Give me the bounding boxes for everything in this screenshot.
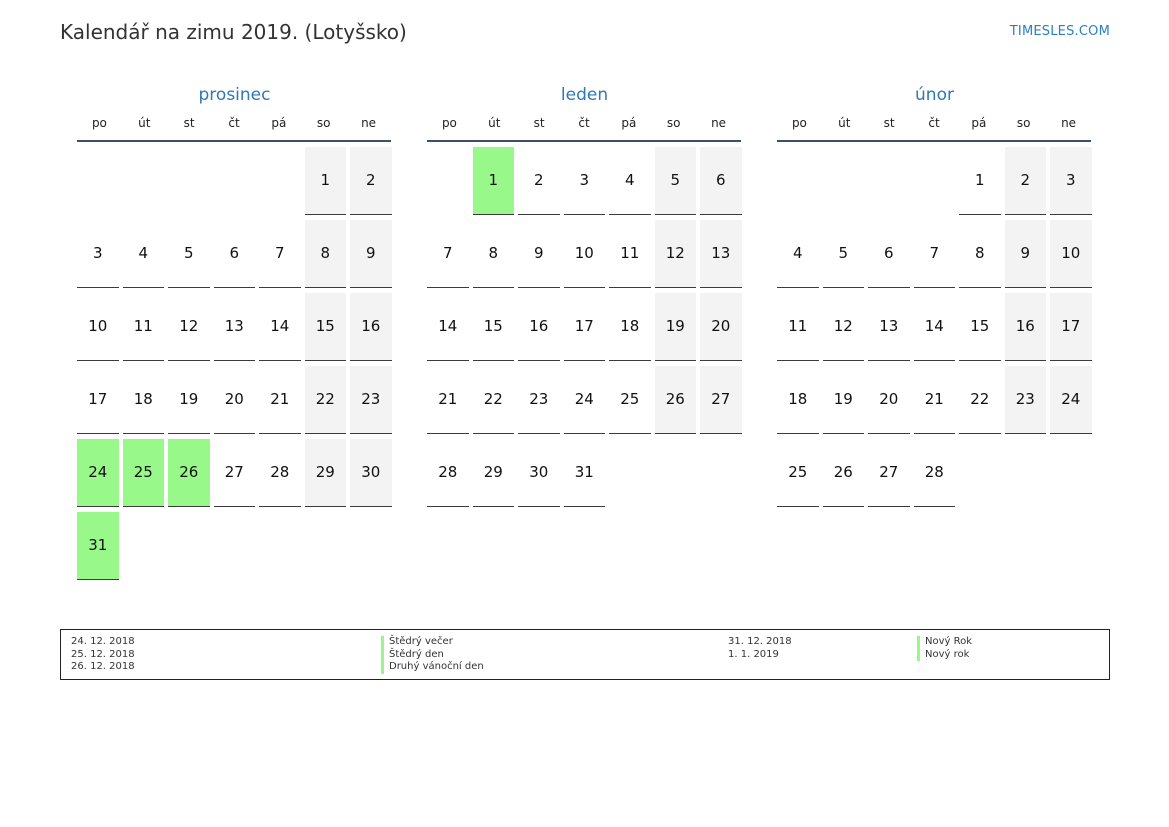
weekday-label: so	[1016, 116, 1031, 130]
day-cell: 31	[564, 439, 606, 507]
empty-cell	[914, 147, 956, 215]
day-cell: 22	[473, 366, 515, 434]
day-cell: 2	[518, 147, 560, 215]
page-title: Kalendář na zimu 2019. (Lotyšsko)	[60, 20, 407, 44]
day-cell: 21	[914, 366, 956, 434]
weekday-header	[77, 114, 391, 142]
day-cell: 11	[777, 293, 819, 361]
day-cell: 10	[564, 220, 606, 288]
day-cell: 15	[473, 293, 515, 361]
legend-holiday-name: Druhý vánoční den	[381, 661, 484, 674]
day-cell: 20	[868, 366, 910, 434]
weekday-label: út	[488, 116, 501, 130]
weekday-label: út	[838, 116, 851, 130]
day-grid	[77, 147, 393, 580]
day-cell: 8	[473, 220, 515, 288]
weekend-day-cell: 27	[700, 366, 742, 434]
weekend-day-cell: 24	[1050, 366, 1092, 434]
weekday-label: ne	[711, 116, 727, 130]
day-cell: 28	[427, 439, 469, 507]
legend-date: 1. 1. 2019	[728, 648, 779, 660]
legend-date: 31. 12. 2018	[728, 636, 792, 647]
empty-cell	[214, 147, 256, 215]
day-cell: 27	[868, 439, 910, 507]
month-unor	[777, 84, 1093, 507]
day-cell: 16	[518, 293, 560, 361]
day-cell: 7	[914, 220, 956, 288]
day-cell: 7	[259, 220, 301, 288]
day-cell: 17	[564, 293, 606, 361]
day-grid	[777, 147, 1093, 507]
day-cell: 18	[777, 366, 819, 434]
holiday-day-cell: 24	[77, 439, 119, 507]
day-cell: 25	[777, 439, 819, 507]
empty-cell	[823, 147, 865, 215]
day-cell: 6	[868, 220, 910, 288]
weekend-day-cell: 16	[350, 293, 392, 361]
day-cell: 3	[77, 220, 119, 288]
day-cell: 7	[427, 220, 469, 288]
weekday-label: ne	[361, 116, 377, 130]
day-cell: 12	[823, 293, 865, 361]
day-cell: 29	[473, 439, 515, 507]
legend-holiday-name: Štědrý večer	[381, 636, 484, 649]
legend-names-left	[381, 636, 484, 674]
day-cell: 10	[77, 293, 119, 361]
weekend-day-cell: 9	[350, 220, 392, 288]
day-cell: 26	[823, 439, 865, 507]
day-cell: 9	[518, 220, 560, 288]
legend-holiday-name: Nový rok	[917, 649, 972, 662]
weekend-day-cell: 9	[1005, 220, 1047, 288]
weekday-label: so	[666, 116, 681, 130]
day-cell: 4	[123, 220, 165, 288]
weekend-day-cell: 30	[350, 439, 392, 507]
day-cell: 20	[214, 366, 256, 434]
holiday-day-cell: 25	[123, 439, 165, 507]
month-leden	[427, 84, 743, 507]
weekend-day-cell: 10	[1050, 220, 1092, 288]
weekend-day-cell: 12	[655, 220, 697, 288]
legend-names-right	[917, 636, 972, 661]
day-cell: 11	[609, 220, 651, 288]
empty-cell	[868, 147, 910, 215]
day-cell: 3	[564, 147, 606, 215]
day-cell: 14	[259, 293, 301, 361]
weekend-day-cell: 23	[350, 366, 392, 434]
day-cell: 25	[609, 366, 651, 434]
weekend-day-cell: 22	[305, 366, 347, 434]
day-cell: 22	[959, 366, 1001, 434]
holiday-day-cell: 1	[473, 147, 515, 215]
weekend-day-cell: 13	[700, 220, 742, 288]
weekend-day-cell: 29	[305, 439, 347, 507]
day-cell: 30	[518, 439, 560, 507]
weekday-label: po	[441, 116, 457, 130]
site-link[interactable]: TIMESLES.COM	[1009, 24, 1110, 39]
day-cell: 17	[77, 366, 119, 434]
weekday-label: so	[316, 116, 331, 130]
day-cell: 28	[259, 439, 301, 507]
weekend-day-cell: 2	[350, 147, 392, 215]
weekday-label: pá	[971, 116, 987, 130]
weekday-label: čt	[228, 116, 240, 130]
empty-cell	[168, 147, 210, 215]
month-name: prosinec	[198, 85, 271, 105]
weekday-label: pá	[271, 116, 287, 130]
legend-dates-right	[728, 636, 792, 661]
empty-cell	[259, 147, 301, 215]
weekday-header	[427, 114, 741, 142]
holiday-day-cell: 26	[168, 439, 210, 507]
holiday-day-cell: 31	[77, 512, 119, 580]
weekday-label: po	[791, 116, 807, 130]
weekday-label: st	[883, 116, 895, 130]
day-cell: 21	[259, 366, 301, 434]
weekend-day-cell: 8	[305, 220, 347, 288]
month-name: únor	[915, 85, 954, 105]
day-cell: 14	[914, 293, 956, 361]
weekend-day-cell: 1	[305, 147, 347, 215]
weekend-day-cell: 5	[655, 147, 697, 215]
month-prosinec	[77, 84, 393, 580]
empty-cell	[77, 147, 119, 215]
day-cell: 21	[427, 366, 469, 434]
day-cell: 13	[214, 293, 256, 361]
day-cell: 1	[959, 147, 1001, 215]
weekend-day-cell: 20	[700, 293, 742, 361]
weekday-label: ne	[1061, 116, 1077, 130]
day-cell: 18	[609, 293, 651, 361]
day-grid	[427, 147, 743, 507]
day-cell: 13	[868, 293, 910, 361]
weekday-label: čt	[928, 116, 940, 130]
empty-cell	[427, 147, 469, 215]
day-cell: 28	[914, 439, 956, 507]
legend-holiday-name: Nový Rok	[917, 636, 972, 649]
day-cell: 11	[123, 293, 165, 361]
weekend-day-cell: 6	[700, 147, 742, 215]
legend-holiday-name: Štědrý den	[381, 649, 484, 662]
day-cell: 18	[123, 366, 165, 434]
empty-cell	[777, 147, 819, 215]
empty-cell	[123, 147, 165, 215]
day-cell: 23	[518, 366, 560, 434]
day-cell: 5	[823, 220, 865, 288]
weekend-day-cell: 16	[1005, 293, 1047, 361]
day-cell: 5	[168, 220, 210, 288]
weekend-day-cell: 17	[1050, 293, 1092, 361]
month-name: leden	[560, 85, 609, 105]
day-cell: 12	[168, 293, 210, 361]
weekday-label: po	[91, 116, 107, 130]
legend-date: 25. 12. 2018	[71, 648, 135, 660]
holiday-legend	[60, 629, 1110, 680]
weekend-day-cell: 23	[1005, 366, 1047, 434]
day-cell: 6	[214, 220, 256, 288]
day-cell: 14	[427, 293, 469, 361]
weekday-label: pá	[621, 116, 637, 130]
weekday-label: út	[138, 116, 151, 130]
day-cell: 15	[959, 293, 1001, 361]
day-cell: 4	[777, 220, 819, 288]
weekday-label: st	[183, 116, 195, 130]
weekday-label: čt	[578, 116, 590, 130]
weekend-day-cell: 26	[655, 366, 697, 434]
day-cell: 4	[609, 147, 651, 215]
weekend-day-cell: 19	[655, 293, 697, 361]
legend-date: 26. 12. 2018	[71, 661, 135, 672]
day-cell: 24	[564, 366, 606, 434]
day-cell: 19	[168, 366, 210, 434]
weekend-day-cell: 2	[1005, 147, 1047, 215]
day-cell: 27	[214, 439, 256, 507]
weekday-label: st	[533, 116, 545, 130]
weekday-header	[777, 114, 1091, 142]
legend-date: 24. 12. 2018	[71, 636, 135, 647]
day-cell: 19	[823, 366, 865, 434]
day-cell: 8	[959, 220, 1001, 288]
weekend-day-cell: 3	[1050, 147, 1092, 215]
legend-dates-left	[71, 636, 135, 674]
weekend-day-cell: 15	[305, 293, 347, 361]
